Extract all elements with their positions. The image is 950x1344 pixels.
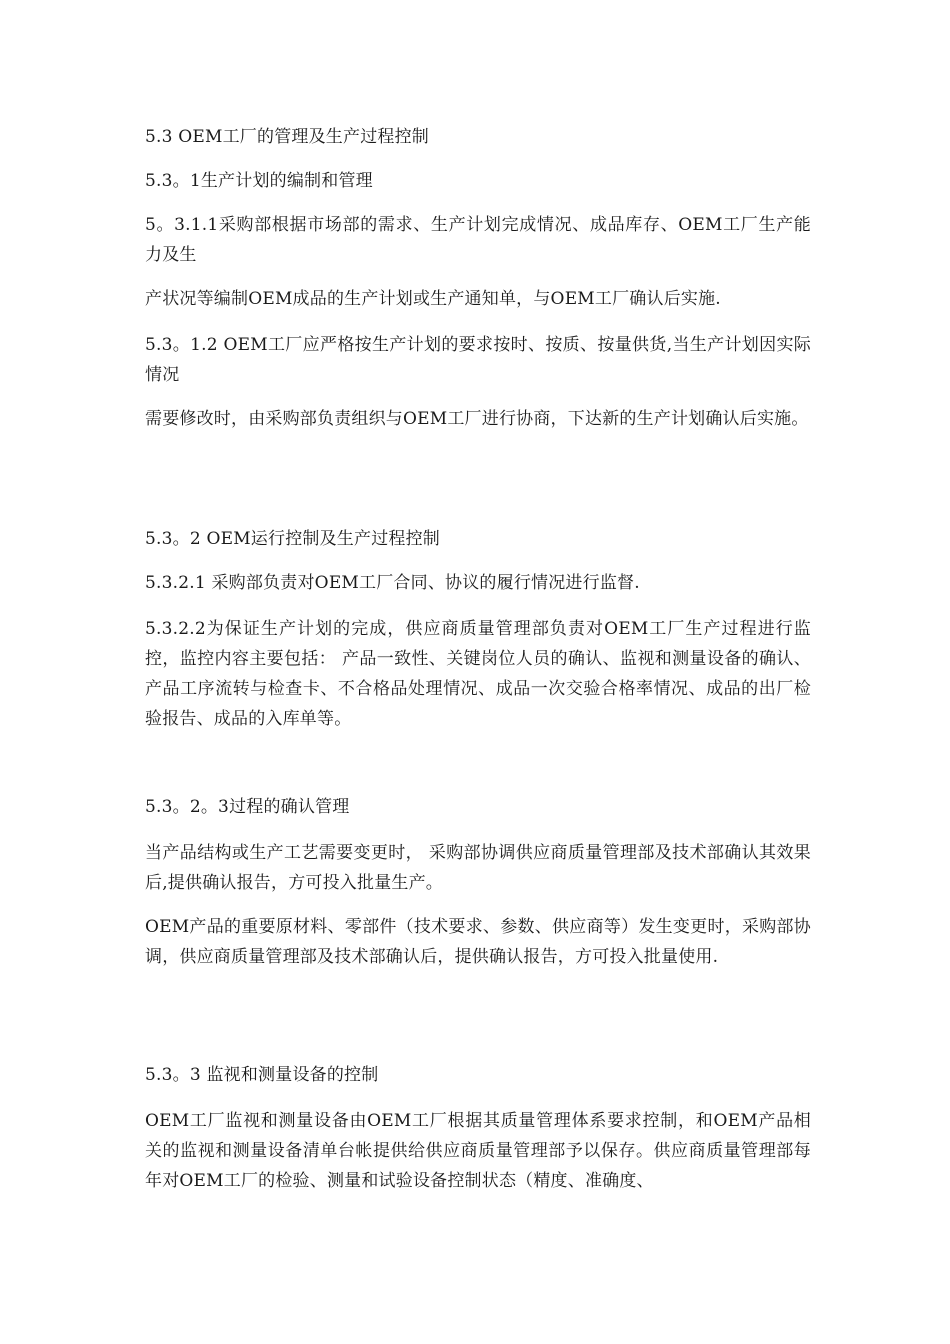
paragraph-5-3-1-1-continued: 产状况等编制OEM成品的生产计划或生产通知单，与OEM工厂确认后实施.: [145, 289, 721, 309]
paragraph-5-3-1-2-continued: 需要修改时，由采购部负责组织与OEM工厂进行协商，下达新的生产计划确认后实施。: [145, 409, 809, 429]
subsection-heading-5-3-2-3: 5.3。2。3过程的确认管理: [145, 797, 350, 817]
section-heading-5-3: 5.3 OEM工厂的管理及生产过程控制: [145, 127, 429, 147]
subsection-heading-5-3-3: 5.3。3 监视和测量设备的控制: [145, 1065, 379, 1085]
paragraph-5-3-2-2: 5.3.2.2为保证生产计划的完成，供应商质量管理部负责对OEM工厂生产过程进行监控，监控内容主要包括： 产品一致性、关键岗位人员的确认、监视和测量设备的确认、产品工序流转与检查卡、不合格品处理情况、成品一次交验合格率情况、成品的出厂检验报告、成品的入库单等。: [145, 619, 811, 729]
paragraph-process-change: 当产品结构或生产工艺需要变更时， 采购部协调供应商质量管理部及技术部确认其效果后,提供确认报告，方可投入批量生产。: [145, 843, 811, 893]
paragraph-5-3-2-1: 5.3.2.1 采购部负责对OEM工厂合同、协议的履行情况进行监督.: [145, 573, 640, 593]
paragraph-measuring-equipment: OEM工厂监视和测量设备由OEM工厂根据其质量管理体系要求控制，和OEM产品相关的监视和测量设备清单台帐提供给供应商质量管理部予以保存。供应商质量管理部每年对OEM工厂的检验、测量和试验设备控制状态（精度、准确度、: [145, 1111, 811, 1191]
paragraph-material-change: OEM产品的重要原材料、零部件（技术要求、参数、供应商等）发生变更时，采购部协调，供应商质量管理部及技术部确认后，提供确认报告，方可投入批量使用.: [145, 917, 811, 967]
paragraph-5-3-1-1: 5。3.1.1采购部根据市场部的需求、生产计划完成情况、成品库存、OEM工厂生产能力及生: [145, 215, 811, 265]
subsection-heading-5-3-2: 5.3。2 OEM运行控制及生产过程控制: [145, 529, 441, 549]
paragraph-5-3-1-2: 5.3。1.2 OEM工厂应严格按生产计划的要求按时、按质、按量供货,当生产计划因实际情况: [145, 335, 811, 385]
subsection-heading-5-3-1: 5.3。1生产计划的编制和管理: [145, 171, 373, 191]
